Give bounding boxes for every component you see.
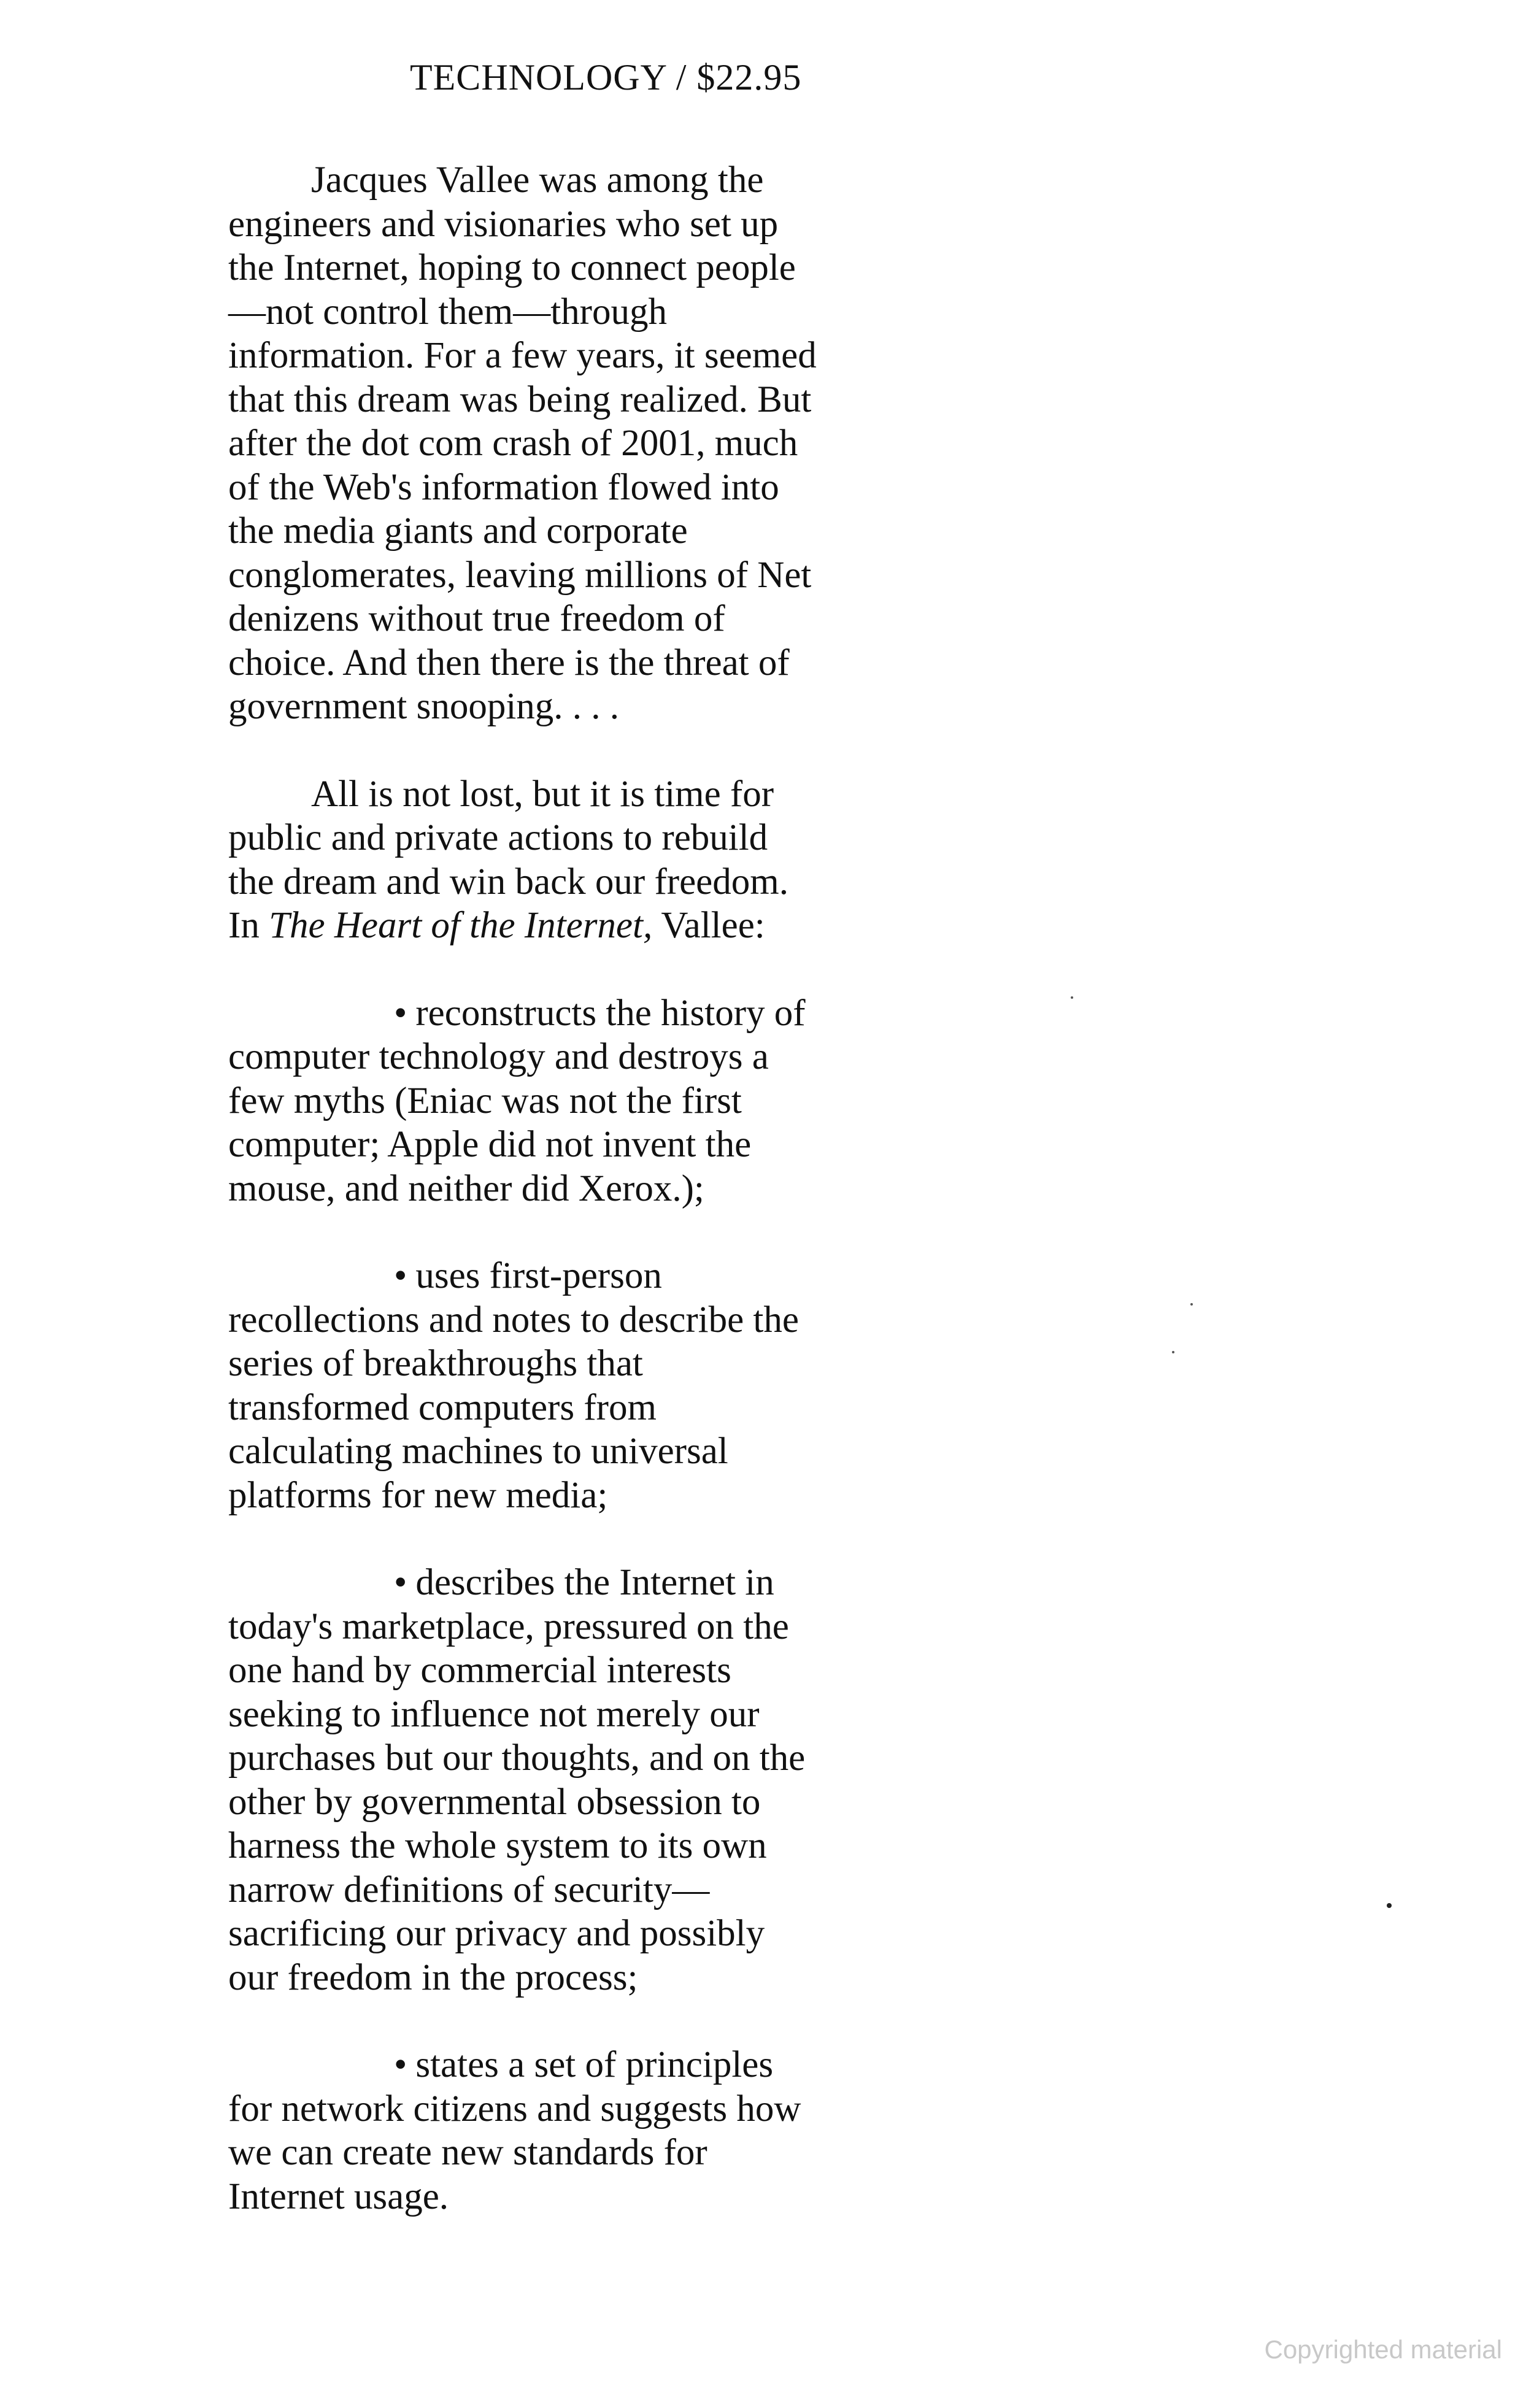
bullet-icon: • [394, 1255, 407, 1296]
bullet-icon: • [394, 992, 407, 1034]
bullet-text: describes the Internet in today's marketplace, pressured on the one hand by commercial interests seeking to influence not merely our purchases but our thoughts, and on the other by governmental obsession to harness the whole system to its own narrow definitions of security—sacrificing our privacy and possibly our freedom in the process; [228, 1562, 806, 1998]
bullet-item [228, 2043, 817, 2218]
scan-speck [1190, 1303, 1193, 1306]
bullet-icon: • [394, 1562, 407, 1603]
bullet-text: uses first-person recollections and notes to describe the series of breakthroughs that transformed computers from calculating machines to universal platforms for new media; [228, 1255, 799, 1516]
bullet-item [228, 991, 817, 1211]
book-title: The Heart of the Internet, [269, 905, 653, 946]
call-to-action-paragraph [228, 772, 817, 948]
bullet-text: states a set of principles for network citizens and suggests how we can create new standards for Internet usage. [228, 2044, 801, 2217]
bullet-text: reconstructs the history of computer technology and destroys a few myths (Eniac was not the first computer; Apple did not invent the mouse, and neither did Xerox.); [228, 992, 806, 1209]
scan-speck [1172, 1351, 1174, 1353]
call-to-action-text: All is not lost, but it is time for public and private actions to rebuild the dream and win back our freedom. In [228, 773, 788, 946]
author-lead-in: Vallee: [652, 905, 765, 946]
bullet-item [228, 1561, 817, 1999]
category-price-header: TECHNOLOGY / $22.95 [410, 57, 802, 98]
copyright-watermark: Copyrighted material [1264, 2335, 1502, 2364]
bullet-item [228, 1254, 817, 1517]
intro-paragraph: Jacques Vallee was among the engineers and visionaries who set up the Internet, hoping to connect people—not control them—through information. For a few years, it seemed that this dream was being realized. But after the dot com crash of 2001, much of the Web's information flowed into the media giants and corporate conglomerates, leaving millions of Net denizens without true freedom of choice. And then there is the threat of government snooping. . . . [228, 160, 817, 727]
scan-speck [1071, 996, 1073, 999]
bullet-icon: • [394, 2044, 407, 2085]
scan-speck [1387, 1903, 1392, 1908]
description-column [228, 158, 817, 2218]
